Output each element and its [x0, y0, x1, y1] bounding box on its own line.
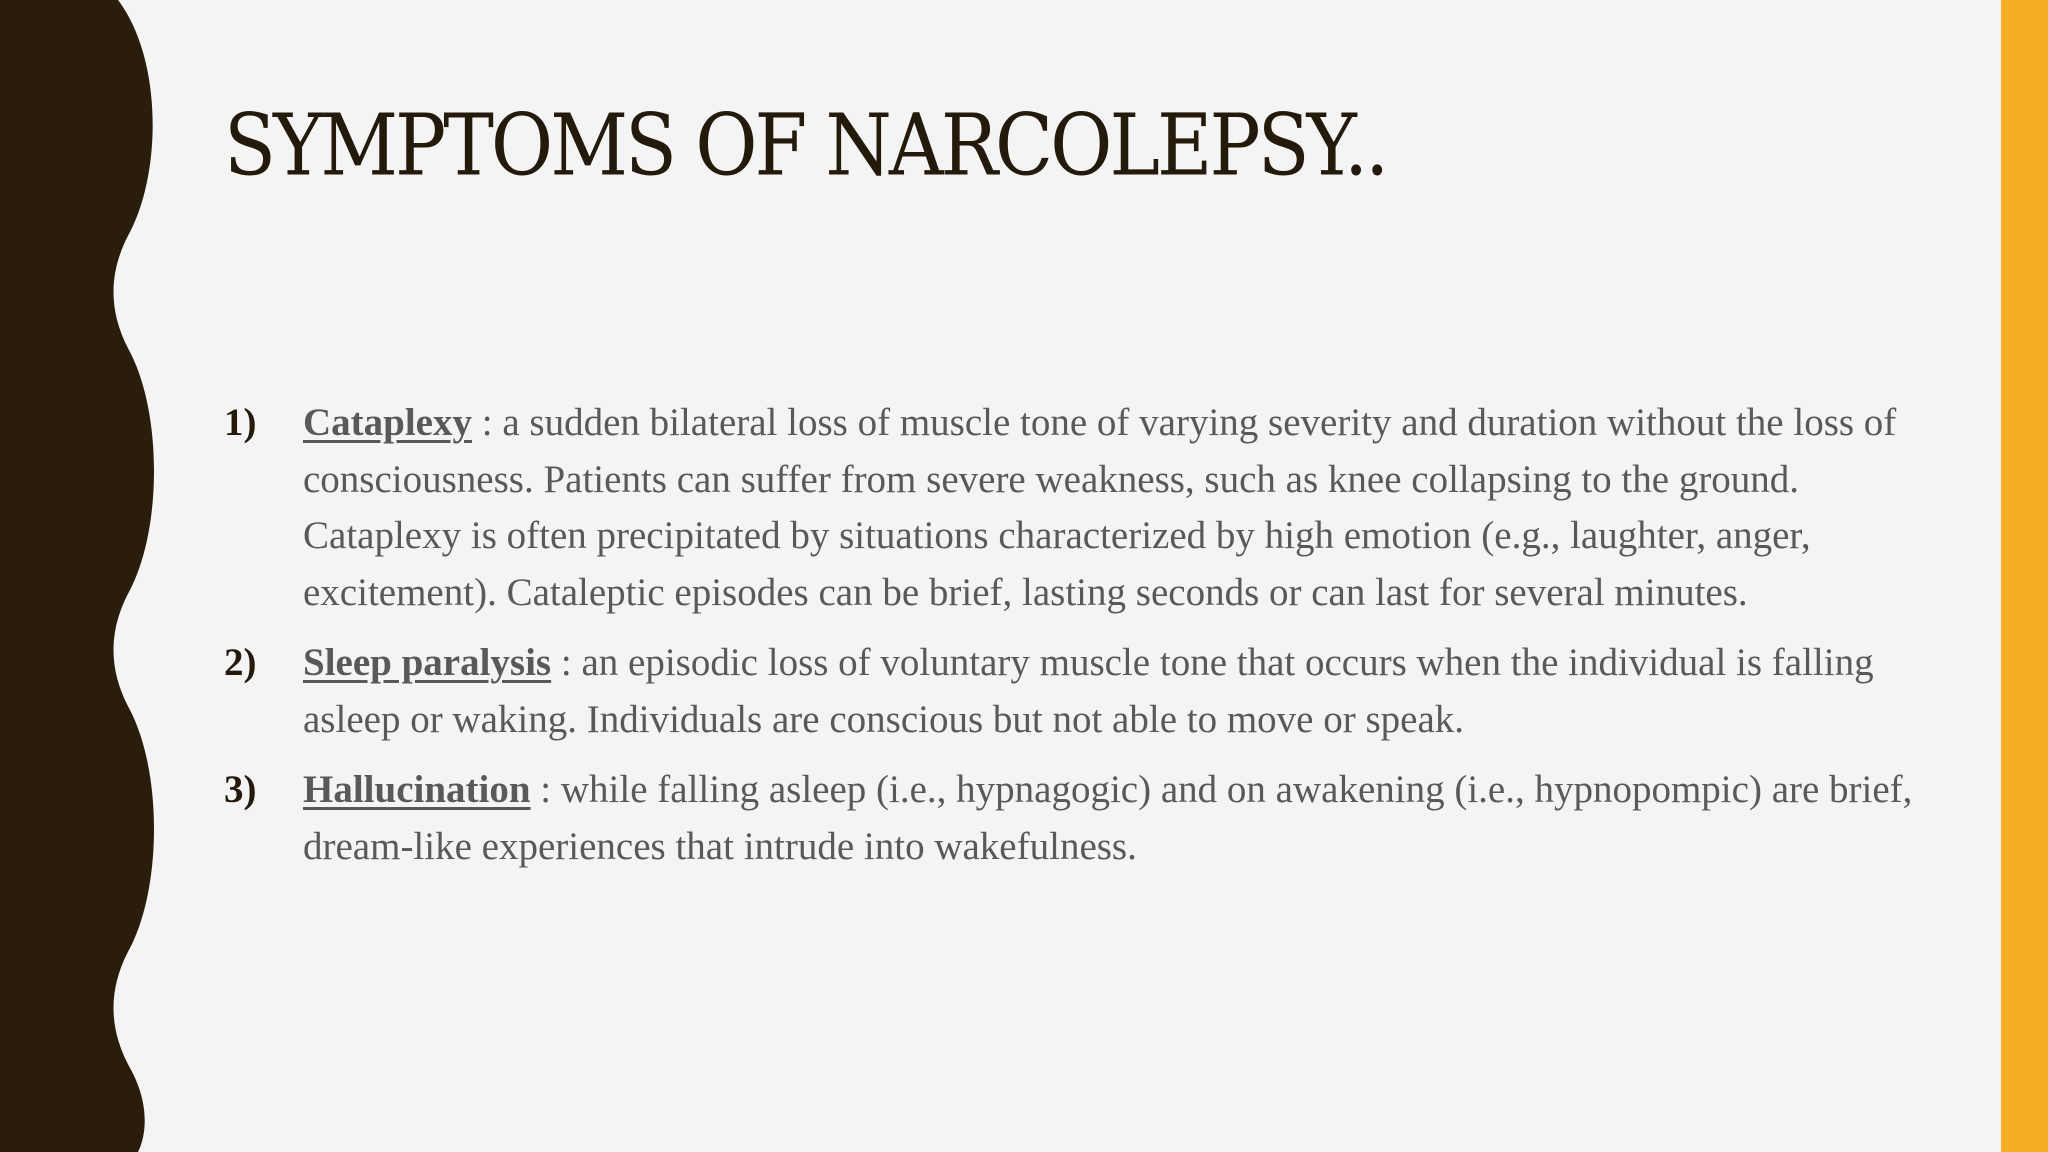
item-text — [303, 395, 1924, 621]
item-number: 3) — [224, 768, 257, 811]
symptom-item-cataplexy — [224, 395, 1924, 621]
symptom-item-hallucination — [224, 762, 1924, 875]
symptom-term: Cataplexy — [303, 401, 472, 444]
symptom-item-sleep-paralysis — [224, 635, 1924, 748]
symptom-term: Hallucination — [303, 768, 531, 811]
right-accent-bar — [2001, 0, 2048, 1152]
symptom-list — [224, 395, 1924, 889]
symptom-description: : a sudden bilateral loss of muscle tone of varying severity and duration without the loss of consciousness. Patients can suffer from severe weakness, such as knee collapsing to the ground. Cataplexy is often precipitated by situations characterized by high emotion (e.g., laughter, anger, excitement). Cataleptic episodes can be brief, lasting seconds or can last for several minutes. — [303, 401, 1897, 614]
symptom-term: Sleep paralysis — [303, 641, 552, 684]
item-number: 1) — [224, 401, 257, 444]
symptom-description: : an episodic loss of voluntary muscle tone that occurs when the individual is falling asleep or waking. Individuals are conscious but not able to move or speak. — [303, 641, 1874, 741]
left-wave-border — [0, 0, 160, 1152]
left-wave-shape — [0, 0, 154, 1152]
item-number: 2) — [224, 641, 257, 684]
symptom-description: : while falling asleep (i.e., hypnagogic) and on awakening (i.e., hypnopompic) are brief, dream-like experiences that intrude into wakefulness. — [303, 768, 1913, 868]
item-text — [303, 635, 1924, 748]
slide-title: SYMPTOMS OF NARCOLEPSY.. — [224, 95, 1387, 195]
item-text — [303, 762, 1924, 875]
